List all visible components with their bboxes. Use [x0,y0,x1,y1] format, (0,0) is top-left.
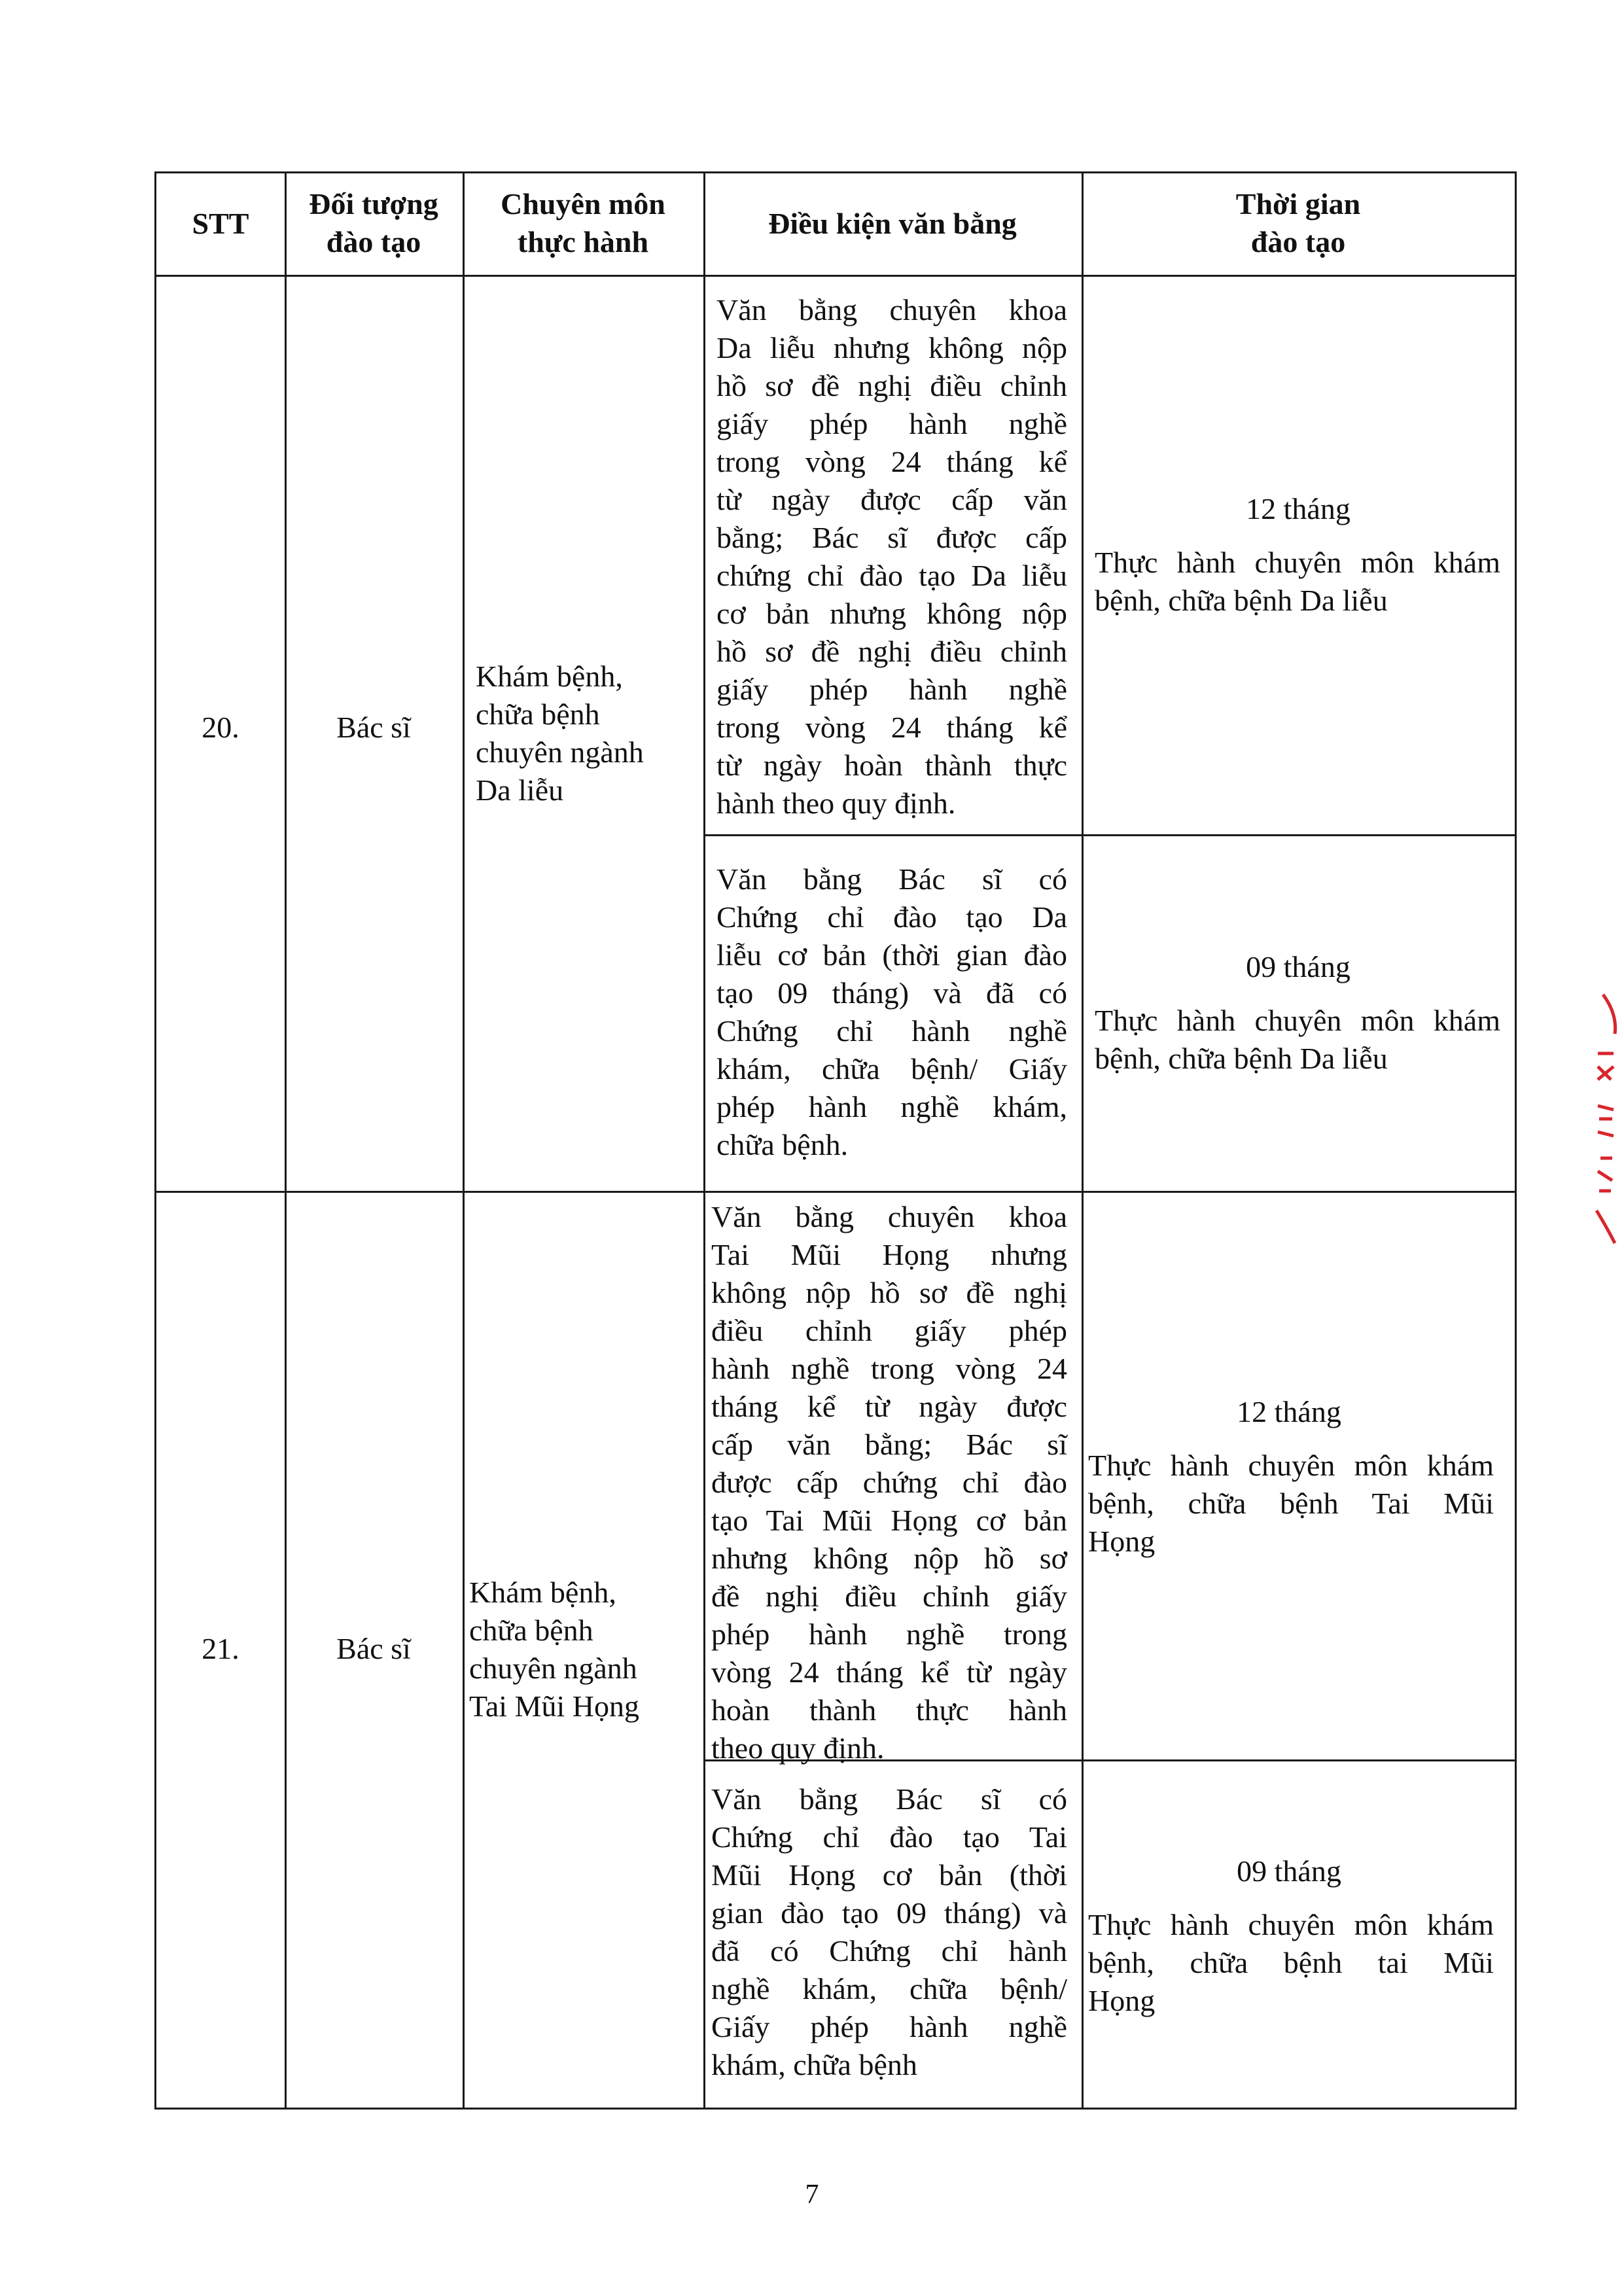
row20-sub2-dieu-kien [716,860,1067,1164]
page-number: 7 [805,2180,819,2210]
condition-line: Giấy phép hành nghề [711,2010,1067,2043]
condition-line: phép hành nghề khám, [716,1090,1067,1123]
row21-sub2-thoi-gian [1072,1852,1506,1890]
row21-doi-tuong [285,1630,463,1668]
condition-line: từ ngày hoàn thành thực [716,749,1067,782]
header-doi-tuong-line2: đào tạo [326,225,421,258]
row21-sub2-dieu-kien [711,1780,1067,2084]
condition-line: điều chỉnh giấy phép [711,1314,1067,1347]
header-thoi-gian-line1: Thời gian [1235,187,1361,221]
header-stt [156,205,285,243]
col-divider-2 [463,173,465,2108]
practice-description-line: Thực hành chuyên môn khám [1088,1449,1494,1482]
row20-sub1-thoi-gian [1082,490,1515,528]
header-doi-tuong [285,185,463,261]
practice-description-line: Họng [1088,1525,1156,1558]
condition-line: hồ sơ đề nghị điều chỉnh [716,369,1067,402]
practice-description-line: Thực hành chuyên môn khám [1095,1004,1500,1037]
duration-value: 12 tháng [1237,1395,1341,1428]
practice-description-line: bệnh, chữa bệnh Da liễu [1095,584,1388,617]
row20-chuyen-mon-line: Khám bệnh, [476,660,623,693]
row-divider-20-21 [156,1191,1515,1193]
condition-line: Mũi Họng cơ bản (thời [711,1858,1067,1892]
row21-sub1-thoi-gian [1072,1393,1506,1431]
condition-line: bằng; Bác sĩ được cấp [716,521,1067,554]
red-stamp-fragment [1583,981,1624,1256]
row20-sub1-dieu-kien [716,291,1067,822]
condition-line: đã có Chứng chỉ hành [711,1934,1067,1968]
condition-line: hành nghề trong vòng 24 [711,1352,1067,1385]
row21-stt-value: 21. [202,1632,239,1665]
row20-doi-tuong-value: Bác sĩ [336,711,411,744]
header-chuyen-mon-line1: Chuyên môn [501,187,665,221]
condition-line: không nộp hồ sơ đề nghị [711,1276,1067,1309]
condition-line: vòng 24 tháng kể từ ngày [711,1655,1067,1689]
condition-line: Da liễu nhưng không nộp [716,331,1067,364]
duration-value: 09 tháng [1246,950,1350,983]
row20-sub2-mo-ta [1095,1002,1500,1078]
condition-line: Văn bằng Bác sĩ có [711,1782,1067,1816]
header-thoi-gian-line2: đào tạo [1250,225,1346,258]
row21-sub1-mo-ta [1088,1447,1494,1561]
condition-line: hành theo quy định. [716,786,956,820]
condition-line: Tai Mũi Họng nhưng [711,1238,1067,1271]
row20-stt-value: 20. [202,711,239,744]
header-doi-tuong-line1: Đối tượng [309,187,438,221]
header-dieu-kien [703,205,1082,243]
condition-line: tháng kể từ ngày được [711,1390,1067,1423]
condition-line: chữa bệnh. [716,1128,849,1161]
header-bottom-line [156,275,1515,277]
row21-doi-tuong-value: Bác sĩ [336,1632,411,1665]
practice-description-line: Thực hành chuyên môn khám [1095,546,1500,579]
row21-chuyen-mon-line: chữa bệnh [469,1614,593,1647]
condition-line: giấy phép hành nghề [716,407,1067,440]
row21-chuyen-mon-line: Khám bệnh, [469,1576,616,1609]
row20-sub1-mo-ta [1095,544,1500,620]
condition-line: Chứng chỉ đào tạo Da [716,900,1067,934]
condition-line: gian đào tạo 09 tháng) và [711,1896,1067,1930]
practice-description-line: bệnh, chữa bệnh Tai Mũi [1088,1487,1494,1520]
row20-chuyen-mon-line: Da liễu [476,773,564,807]
condition-line: cơ bản nhưng không nộp [716,597,1067,630]
condition-line: khám, chữa bệnh [711,2048,917,2081]
row21-sub1-dieu-kien [711,1198,1067,1767]
condition-line: được cấp chứng chỉ đào [711,1466,1067,1499]
condition-line: theo quy định. [711,1731,885,1765]
condition-line: hoàn thành thực hành [711,1693,1067,1727]
header-stt-label: STT [192,207,249,240]
duration-value: 12 tháng [1246,492,1350,525]
row21-chuyen-mon-line: chuyên ngành [469,1651,637,1685]
row20-chuyen-mon-line: chữa bệnh [476,698,600,731]
row21-chuyen-mon [469,1574,692,1725]
condition-line: phép hành nghề trong [711,1617,1067,1651]
condition-line: giấy phép hành nghề [716,673,1067,706]
condition-line: trong vòng 24 tháng kể [716,445,1067,478]
condition-line: đề nghị điều chỉnh giấy [711,1580,1067,1613]
header-chuyen-mon [463,185,703,261]
row21-stt [156,1630,285,1668]
condition-line: nghề khám, chữa bệnh/ [711,1972,1067,2005]
col-divider-4 [1082,173,1084,2108]
header-dieu-kien-label: Điều kiện văn bằng [768,207,1017,240]
row21-sub2-mo-ta [1088,1906,1494,2020]
condition-line: từ ngày được cấp văn [716,483,1067,516]
practice-description-line: bệnh, chữa bệnh tai Mũi [1088,1946,1494,1979]
condition-line: hồ sơ đề nghị điều chỉnh [716,635,1067,668]
condition-line: chứng chỉ đào tạo Da liễu [716,559,1067,592]
practice-description-line: Họng [1088,1984,1156,2017]
header-thoi-gian [1082,185,1515,261]
condition-line: Văn bằng chuyên khoa [716,293,1067,327]
condition-line: khám, chữa bệnh/ Giấy [716,1052,1067,1086]
condition-line: Văn bằng chuyên khoa [711,1200,1067,1233]
condition-line: trong vòng 24 tháng kể [716,711,1067,744]
header-chuyen-mon-line2: thực hành [517,225,649,258]
condition-line: nhưng không nộp hồ sơ [711,1542,1067,1575]
condition-line: liễu cơ bản (thời gian đào [716,938,1067,972]
row20-chuyen-mon-line: chuyên ngành [476,735,644,769]
col-divider-1 [285,173,287,2108]
condition-line: tạo 09 tháng) và đã có [716,976,1067,1010]
row20-sub2-thoi-gian [1082,948,1515,986]
condition-line: cấp văn bằng; Bác sĩ [711,1428,1067,1461]
condition-line: tạo Tai Mũi Họng cơ bản [711,1504,1067,1537]
practice-description-line: bệnh, chữa bệnh Da liễu [1095,1042,1388,1075]
row20-sub-divider [703,834,1515,836]
condition-line: Văn bằng Bác sĩ có [716,862,1067,896]
stamp-shape [1583,981,1624,1256]
col-divider-3 [703,173,705,2108]
duration-value: 09 tháng [1237,1854,1341,1888]
training-table [154,171,1517,2110]
row20-stt [156,709,285,747]
row20-doi-tuong [285,709,463,747]
condition-line: Chứng chỉ đào tạo Tai [711,1820,1067,1854]
practice-description-line: Thực hành chuyên môn khám [1088,1908,1494,1941]
condition-line: Chứng chỉ hành nghề [716,1014,1067,1048]
row21-chuyen-mon-line: Tai Mũi Họng [469,1689,639,1723]
row20-chuyen-mon [476,658,692,809]
